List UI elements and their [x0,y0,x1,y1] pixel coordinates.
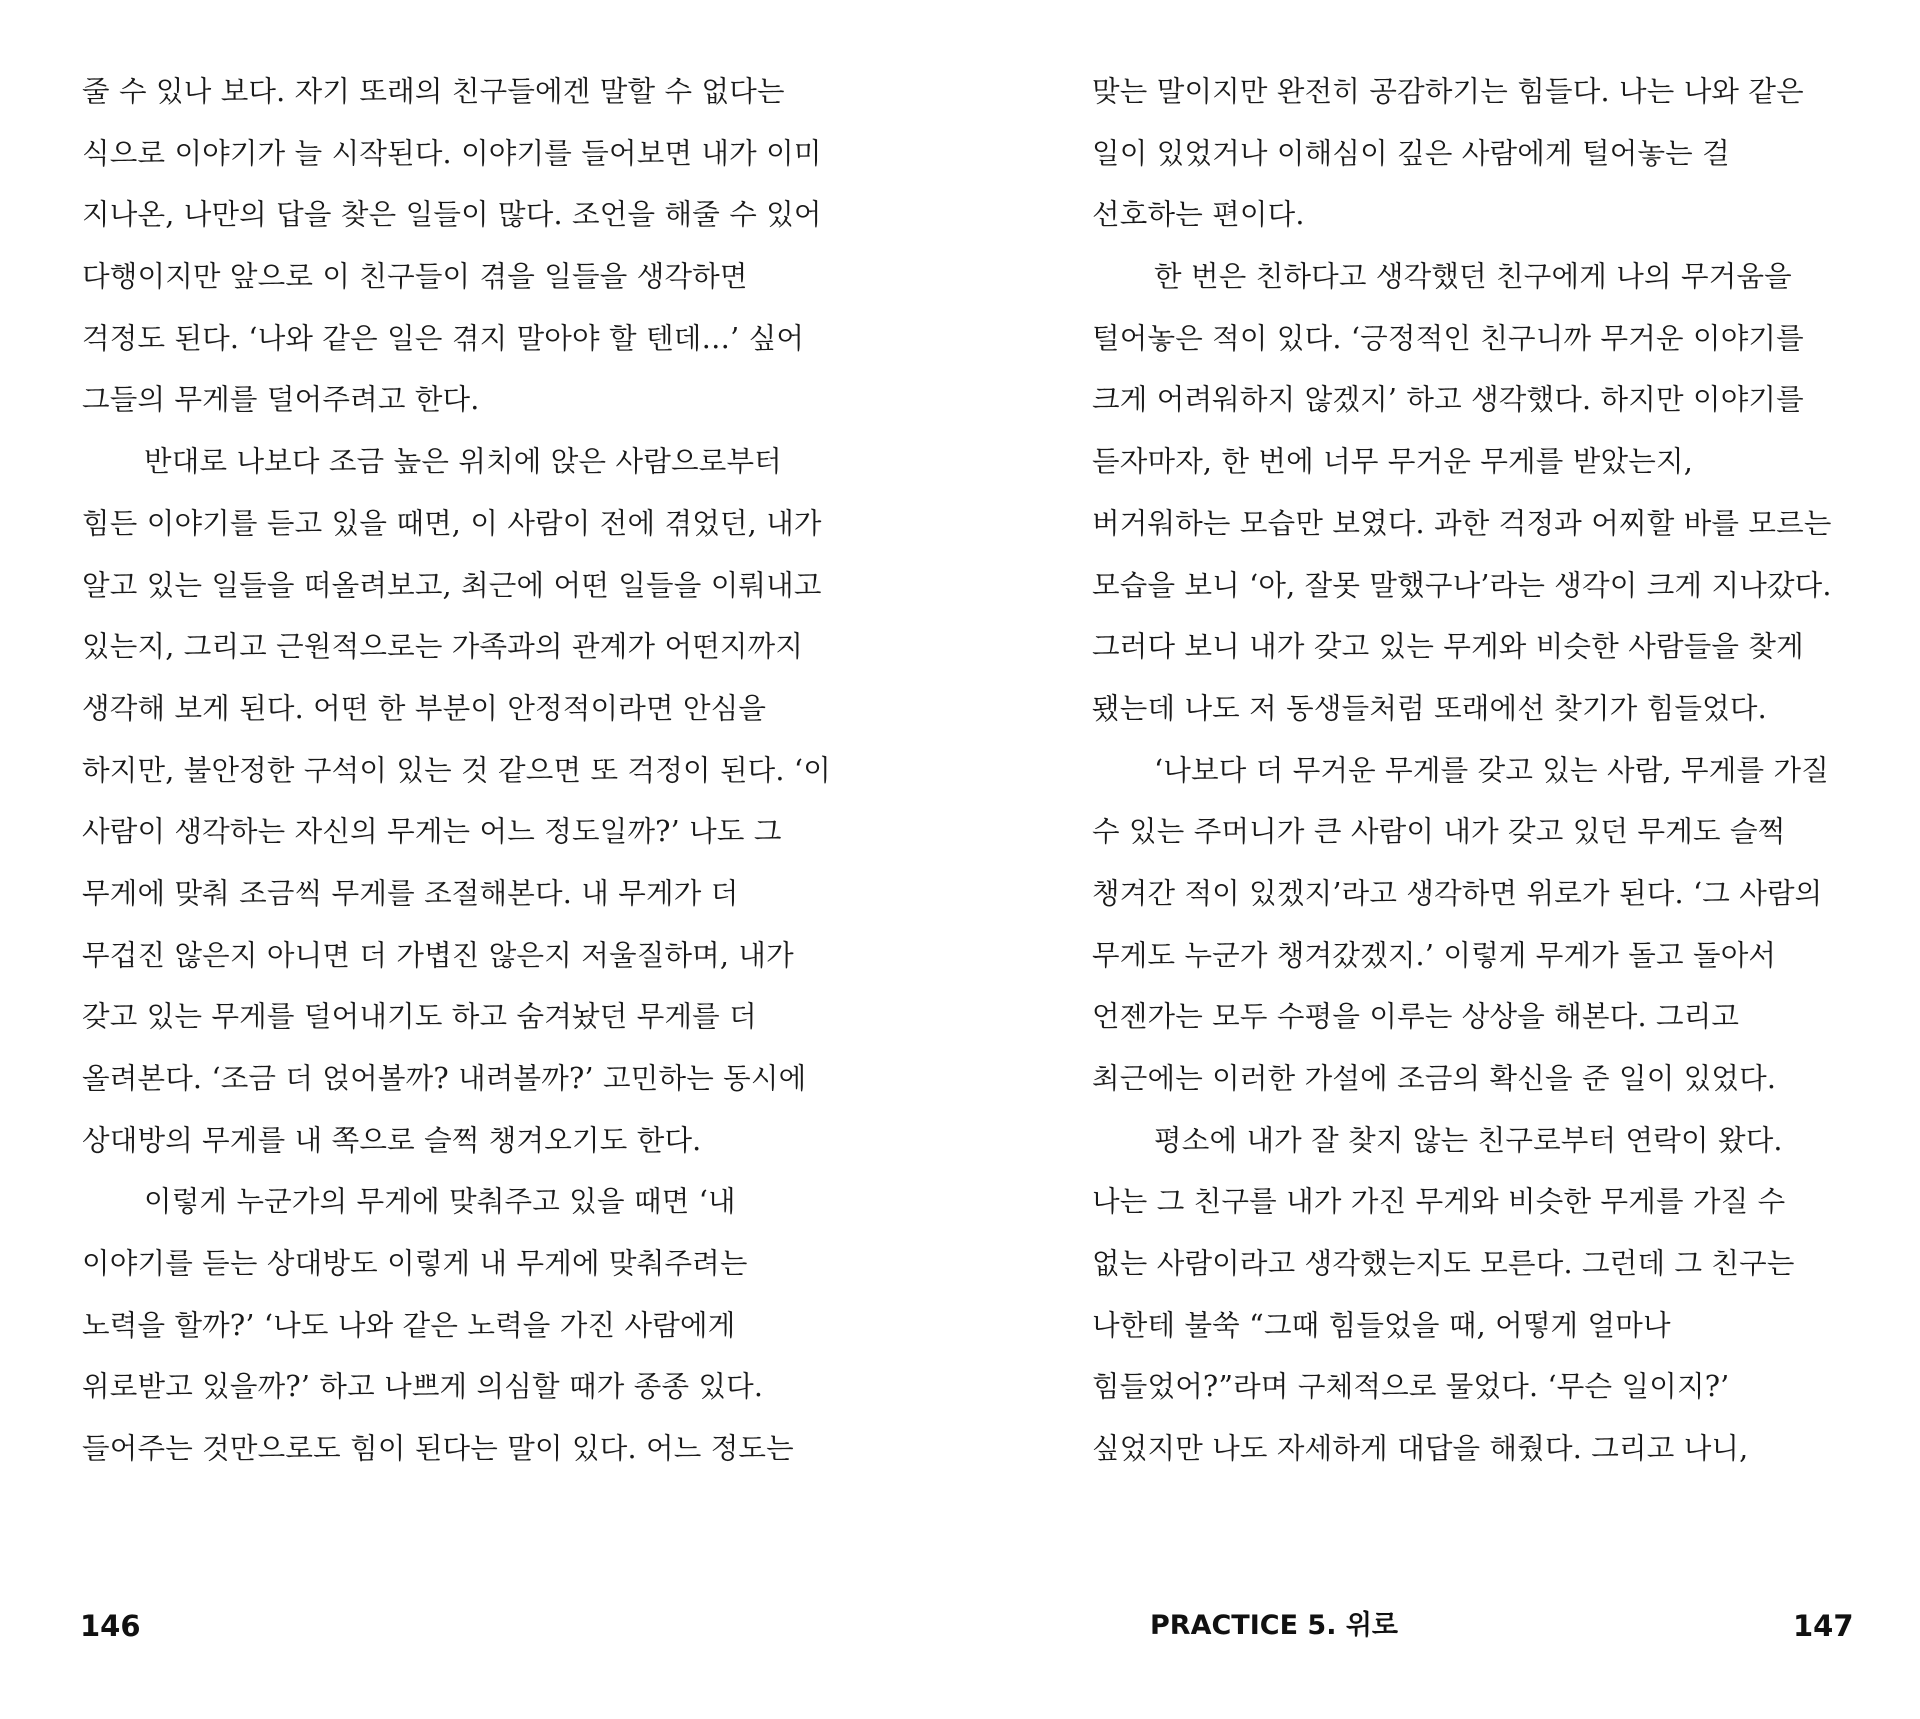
text-line: 노력을 할까?’ ‘나도 나와 같은 노력을 가진 사람에게 [82,1308,736,1342]
right-page-body [1092,72,1852,1491]
text-line: 나는 그 친구를 내가 가진 무게와 비슷한 무게를 가질 수 [1092,1185,1786,1219]
text-line: 그들의 무게를 덜어주려고 한다. [82,383,480,417]
text-line: 알고 있는 일들을 떠올려보고, 최근에 어떤 일들을 이뤄내고 [82,568,822,602]
text-line: 듣자마자, 한 번에 너무 무거운 무게를 받았는지, [1092,445,1693,479]
text-line: 식으로 이야기가 늘 시작된다. 이야기를 들어보면 내가 이미 [82,136,822,170]
text-line: 버거워하는 모습만 보였다. 과한 걱정과 어찌할 바를 모르는 [1092,506,1832,540]
text-line: 크게 어려워하지 않겠지’ 하고 생각했다. 하지만 이야기를 [1092,383,1804,417]
text-line: 챙겨간 적이 있겠지’라고 생각하면 위로가 된다. ‘그 사람의 [1092,876,1823,910]
text-line: 털어놓은 적이 있다. ‘긍정적인 친구니까 무거운 이야기를 [1092,321,1804,355]
text-line: 줄 수 있나 보다. 자기 또래의 친구들에겐 말할 수 없다는 [82,75,785,108]
text-line: 힘든 이야기를 듣고 있을 때면, 이 사람이 전에 겪었던, 내가 [82,506,822,540]
text-line: 나한테 불쑥 “그때 힘들었을 때, 어떻게 얼마나 [1092,1308,1671,1342]
text-line: 힘들었어?”라며 구체적으로 물었다. ‘무슨 일이지?’ [1092,1370,1730,1404]
text-line: 선호하는 편이다. [1092,198,1305,232]
text-line: 있는지, 그리고 근원적으로는 가족과의 관계가 어떤지까지 [82,630,804,664]
text-line: 상대방의 무게를 내 쪽으로 슬쩍 챙겨오기도 한다. [82,1123,702,1157]
text-line: 반대로 나보다 조금 높은 위치에 앉은 사람으로부터 [144,445,782,479]
text-line: 다행이지만 앞으로 이 친구들이 겪을 일들을 생각하면 [82,260,748,294]
left-page-body [82,72,882,1491]
text-line: 한 번은 친하다고 생각했던 친구에게 나의 무거움을 [1154,260,1792,294]
running-head: PRACTICE 5. 위로 [1150,1610,1399,1641]
text-line: 최근에는 이러한 가설에 조금의 확신을 준 일이 있었다. [1092,1062,1777,1095]
text-line: 모습을 보니 ‘아, 잘못 말했구나’라는 생각이 크게 지나갔다. [1092,568,1832,602]
text-line: 하지만, 불안정한 구석이 있는 것 같으면 또 걱정이 된다. ‘이 [82,753,831,787]
text-line: 올려본다. ‘조금 더 얹어볼까? 내려볼까?’ 고민하는 동시에 [82,1062,807,1095]
text-line: 일이 있었거나 이해심이 깊은 사람에게 털어놓는 걸 [1092,136,1730,170]
text-line: 생각해 보게 된다. 어떤 한 부분이 안정적이라면 안심을 [82,691,767,725]
text-line: 갖고 있는 무게를 덜어내기도 하고 숨겨놨던 무게를 더 [82,1000,757,1034]
text-line: 없는 사람이라고 생각했는지도 모른다. 그런데 그 친구는 [1092,1247,1795,1281]
right-page-number: 147 [1793,1609,1854,1643]
text-line: 사람이 생각하는 자신의 무게는 어느 정도일까?’ 나도 그 [82,815,782,849]
text-line: 위로받고 있을까?’ 하고 나쁘게 의심할 때가 종종 있다. [82,1370,764,1404]
text-line: 싶었지만 나도 자세하게 대답을 해줬다. 그리고 나니, [1092,1432,1749,1466]
text-line: 무게에 맞춰 조금씩 무게를 조절해본다. 내 무게가 더 [82,876,739,910]
text-line: 평소에 내가 잘 찾지 않는 친구로부터 연락이 왔다. [1154,1123,1783,1157]
left-page-number: 146 [80,1609,141,1643]
text-line: ‘나보다 더 무거운 무게를 갖고 있는 사람, 무게를 가질 [1154,753,1829,787]
text-line: 걱정도 된다. ‘나와 같은 일은 겪지 말아야 할 텐데…’ 싶어 [82,321,805,355]
text-line: 수 있는 주머니가 큰 사람이 내가 갖고 있던 무게도 슬쩍 [1092,815,1786,849]
right-page [960,0,1920,1719]
text-line: 그러다 보니 내가 갖고 있는 무게와 비슷한 사람들을 찾게 [1092,630,1804,664]
text-line: 무겁진 않은지 아니면 더 가볍진 않은지 저울질하며, 내가 [82,938,794,972]
text-line: 맞는 말이지만 완전히 공감하기는 힘들다. 나는 나와 같은 [1092,75,1804,108]
text-line: 무게도 누군가 챙겨갔겠지.’ 이렇게 무게가 돌고 돌아서 [1092,938,1777,972]
text-line: 들어주는 것만으로도 힘이 된다는 말이 있다. 어느 정도는 [82,1432,794,1466]
text-line: 됐는데 나도 저 동생들처럼 또래에선 찾기가 힘들었다. [1092,691,1767,725]
text-line: 지나온, 나만의 답을 찾은 일들이 많다. 조언을 해줄 수 있어 [82,198,822,232]
text-line: 이야기를 듣는 상대방도 이렇게 내 무게에 맞춰주려는 [82,1247,748,1281]
text-line: 이렇게 누군가의 무게에 맞춰주고 있을 때면 ‘내 [144,1185,736,1219]
text-line: 언젠가는 모두 수평을 이루는 상상을 해본다. 그리고 [1092,1000,1740,1034]
